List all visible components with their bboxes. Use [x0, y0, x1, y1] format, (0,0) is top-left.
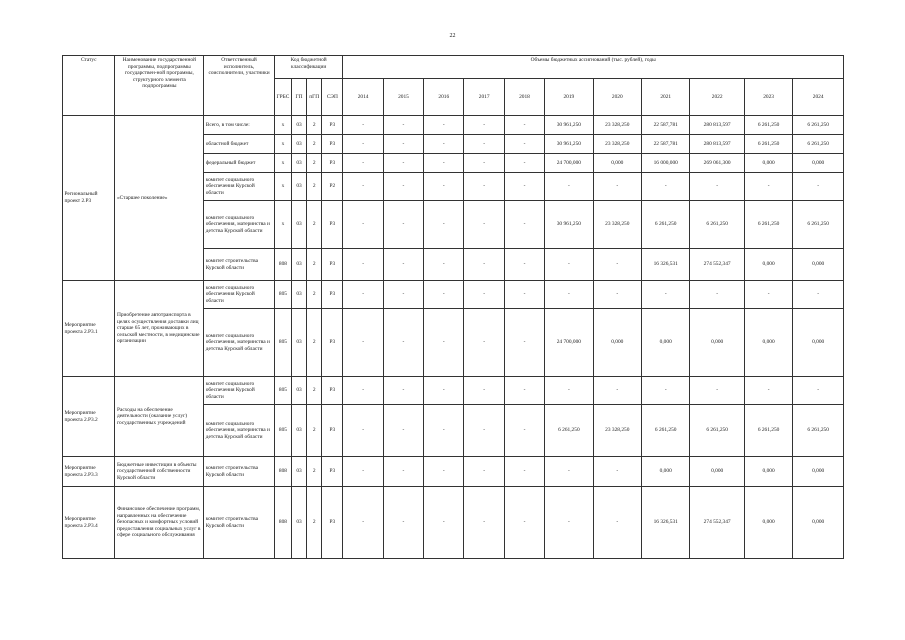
cell-value: - — [343, 281, 383, 309]
cell-value: - — [343, 173, 383, 201]
cell-value: - — [383, 116, 423, 135]
cell-code-grbs: х — [274, 116, 291, 135]
cell-value: - — [343, 154, 383, 173]
cell-value: - — [464, 249, 504, 281]
cell-responsible: комитет социального обеспечения, материнства и детства Курской области — [204, 405, 275, 457]
cell-code-grbs: х — [274, 201, 291, 249]
cell-value: - — [593, 377, 641, 405]
cell-value: - — [464, 457, 504, 487]
cell-value: 6 261,250 — [793, 201, 844, 249]
cell-value: 0,000 — [793, 487, 844, 559]
cell-code-grbs: 808 — [274, 457, 291, 487]
cell-value: 24 700,000 — [545, 154, 593, 173]
cell-value: 0,000 — [593, 154, 641, 173]
cell-responsible: комитет социального обеспечения Курской области — [204, 173, 275, 201]
cell-value: - — [424, 116, 464, 135]
cell-value: 6 261,250 — [744, 405, 792, 457]
cell-code-sep: Р3 — [322, 116, 343, 135]
cell-code-gp: 03 — [292, 201, 307, 249]
cell-code-sep: Р3 — [322, 487, 343, 559]
budget-table — [62, 55, 844, 559]
cell-value: - — [383, 135, 423, 154]
cell-value: - — [744, 173, 792, 201]
cell-value: 23 328,250 — [593, 116, 641, 135]
cell-value: 0,000 — [690, 309, 744, 377]
cell-value: 23 328,250 — [593, 405, 641, 457]
cell-value: - — [504, 249, 544, 281]
cell-value: - — [642, 173, 690, 201]
cell-value: 6 261,250 — [690, 405, 744, 457]
cell-value: - — [343, 377, 383, 405]
cell-value: - — [383, 154, 423, 173]
cell-value: 280 813,597 — [690, 135, 744, 154]
cell-value: - — [464, 201, 504, 249]
header-year: 2019 — [545, 79, 593, 116]
cell-value: - — [545, 281, 593, 309]
cell-value: - — [642, 281, 690, 309]
cell-value: - — [383, 457, 423, 487]
cell-value: 0,000 — [744, 249, 792, 281]
cell-value: - — [545, 487, 593, 559]
cell-name: Бюджетные инвестиции в объекты государственной собственности Курской области — [115, 457, 204, 487]
header-status: Статус — [63, 56, 115, 116]
cell-code-pgp: 2 — [307, 405, 322, 457]
header-code-col: ГП — [292, 79, 307, 116]
table-row — [63, 116, 844, 135]
header-code-col: пГП — [307, 79, 322, 116]
header-year: 2022 — [690, 79, 744, 116]
cell-value: - — [383, 377, 423, 405]
cell-code-grbs: 805 — [274, 281, 291, 309]
cell-value: 22 587,781 — [642, 116, 690, 135]
cell-value: - — [464, 135, 504, 154]
cell-value: - — [424, 487, 464, 559]
header-budget-code: Код бюджетной классификации — [274, 56, 343, 79]
cell-value: - — [504, 309, 544, 377]
cell-value: - — [744, 281, 792, 309]
header-year: 2018 — [504, 79, 544, 116]
cell-code-grbs: 805 — [274, 377, 291, 405]
cell-value: - — [424, 377, 464, 405]
cell-value: 16 000,000 — [642, 154, 690, 173]
cell-value: - — [504, 116, 544, 135]
header-year: 2015 — [383, 79, 423, 116]
header-responsible: Ответственный исполнитель, соисполнители, участники — [204, 56, 275, 116]
cell-code-gp: 03 — [292, 281, 307, 309]
cell-responsible: комитет строительства Курской области — [204, 457, 275, 487]
page-number: 22 — [449, 33, 456, 39]
table-row — [63, 487, 844, 559]
table-row — [63, 281, 844, 309]
cell-value: 0,000 — [744, 309, 792, 377]
cell-status: Мероприятие проекта 2.Р3.1 — [63, 281, 115, 377]
cell-code-sep: Р2 — [322, 173, 343, 201]
cell-value: 0,000 — [642, 457, 690, 487]
cell-value: 30 961,250 — [545, 201, 593, 249]
cell-value: - — [690, 377, 744, 405]
cell-value: 0,000 — [793, 457, 844, 487]
cell-value: 6 261,250 — [793, 405, 844, 457]
cell-value: 30 961,250 — [545, 116, 593, 135]
cell-value: - — [343, 405, 383, 457]
cell-status: Мероприятие проекта 2.Р3.3 — [63, 457, 115, 487]
cell-value: - — [690, 281, 744, 309]
cell-value: - — [343, 309, 383, 377]
cell-status: Региональный проект 2.Р3 — [63, 116, 115, 281]
cell-code-gp: 03 — [292, 377, 307, 405]
table-row — [63, 457, 844, 487]
cell-value: 16 326,531 — [642, 487, 690, 559]
cell-value: 22 587,781 — [642, 135, 690, 154]
cell-value: - — [424, 457, 464, 487]
cell-value: 6 261,250 — [690, 201, 744, 249]
cell-value: - — [504, 135, 544, 154]
header-year: 2014 — [343, 79, 383, 116]
cell-value: - — [464, 154, 504, 173]
cell-code-pgp: 2 — [307, 201, 322, 249]
cell-value: - — [424, 135, 464, 154]
cell-responsible: Всего, в том числе: — [204, 116, 275, 135]
cell-status: Мероприятие проекта 2.Р3.4 — [63, 487, 115, 559]
cell-value: - — [383, 487, 423, 559]
cell-value: - — [504, 487, 544, 559]
cell-code-gp: 03 — [292, 457, 307, 487]
cell-value: 6 261,250 — [744, 201, 792, 249]
cell-value: - — [545, 377, 593, 405]
cell-value: - — [690, 173, 744, 201]
cell-code-grbs: 808 — [274, 487, 291, 559]
cell-code-sep: Р3 — [322, 309, 343, 377]
cell-responsible: комитет социального обеспечения Курской области — [204, 281, 275, 309]
header-year: 2020 — [593, 79, 641, 116]
cell-code-gp: 03 — [292, 487, 307, 559]
cell-name: Приобретение автотранспорта в целях осуществления доставки лиц старше 65 лет, проживающих в сельской местности, в медицинские организации — [115, 281, 204, 377]
cell-value: 0,000 — [744, 154, 792, 173]
cell-value: - — [593, 457, 641, 487]
cell-value: 0,000 — [793, 309, 844, 377]
cell-value: - — [383, 281, 423, 309]
cell-code-pgp: 2 — [307, 457, 322, 487]
cell-responsible: комитет социального обеспечения, материнства и детства Курской области — [204, 309, 275, 377]
cell-value: - — [793, 281, 844, 309]
cell-code-gp: 03 — [292, 154, 307, 173]
header-year: 2016 — [424, 79, 464, 116]
header-year: 2023 — [744, 79, 792, 116]
cell-value: - — [424, 154, 464, 173]
cell-value: - — [464, 173, 504, 201]
cell-code-gp: 03 — [292, 135, 307, 154]
cell-code-pgp: 2 — [307, 487, 322, 559]
cell-value: 6 261,250 — [545, 405, 593, 457]
cell-value: - — [424, 201, 464, 249]
header-year: 2021 — [642, 79, 690, 116]
cell-code-sep: Р3 — [322, 377, 343, 405]
cell-value: - — [545, 457, 593, 487]
cell-code-sep: Р3 — [322, 135, 343, 154]
cell-name: Финансовое обеспечение программ, направленных на обеспечение безопасных и комфортных условий предоставления социальных услуг в сфере социального обслуживания — [115, 487, 204, 559]
cell-code-sep: Р3 — [322, 281, 343, 309]
cell-value: 274 552,347 — [690, 487, 744, 559]
header-code-col: ГРБС — [274, 79, 291, 116]
cell-code-pgp: 2 — [307, 249, 322, 281]
cell-responsible: комитет строительства Курской области — [204, 487, 275, 559]
cell-value: - — [504, 281, 544, 309]
cell-code-sep: Р3 — [322, 154, 343, 173]
cell-code-pgp: 2 — [307, 116, 322, 135]
cell-code-grbs: 805 — [274, 405, 291, 457]
cell-value: 280 813,597 — [690, 116, 744, 135]
cell-value: 6 261,250 — [642, 201, 690, 249]
cell-value: - — [793, 377, 844, 405]
cell-value: - — [593, 249, 641, 281]
cell-value: 6 261,250 — [744, 135, 792, 154]
cell-value: - — [343, 249, 383, 281]
cell-value: 274 552,347 — [690, 249, 744, 281]
cell-value: 23 328,250 — [593, 201, 641, 249]
cell-value: 0,000 — [744, 487, 792, 559]
cell-value: - — [504, 405, 544, 457]
cell-value: - — [593, 487, 641, 559]
cell-value: - — [383, 309, 423, 377]
cell-value: - — [343, 457, 383, 487]
cell-value: 6 261,250 — [744, 116, 792, 135]
cell-value: - — [424, 249, 464, 281]
cell-value: - — [343, 201, 383, 249]
cell-value: - — [383, 201, 423, 249]
header-year: 2017 — [464, 79, 504, 116]
cell-value: - — [504, 154, 544, 173]
cell-value: - — [504, 377, 544, 405]
cell-status: Мероприятие проекта 2.Р3.2 — [63, 377, 115, 457]
cell-value: 0,000 — [642, 309, 690, 377]
cell-name: Расходы на обеспечение деятельности (оказание услуг) государственных учреждений — [115, 377, 204, 457]
cell-value: - — [383, 405, 423, 457]
cell-value: - — [383, 249, 423, 281]
cell-code-gp: 03 — [292, 309, 307, 377]
cell-code-pgp: 2 — [307, 135, 322, 154]
cell-value: - — [464, 116, 504, 135]
cell-value: - — [642, 377, 690, 405]
cell-code-gp: 03 — [292, 173, 307, 201]
cell-value: - — [545, 249, 593, 281]
cell-value: 0,000 — [793, 249, 844, 281]
cell-code-grbs: х — [274, 135, 291, 154]
cell-value: 0,000 — [793, 154, 844, 173]
cell-code-gp: 03 — [292, 116, 307, 135]
cell-value: 23 328,250 — [593, 135, 641, 154]
cell-value: - — [464, 281, 504, 309]
cell-value: - — [504, 201, 544, 249]
cell-value: - — [545, 173, 593, 201]
cell-value: - — [744, 377, 792, 405]
cell-code-pgp: 2 — [307, 173, 322, 201]
header-year: 2024 — [793, 79, 844, 116]
cell-value: - — [464, 405, 504, 457]
cell-code-grbs: х — [274, 173, 291, 201]
cell-value: - — [793, 173, 844, 201]
cell-value: - — [424, 173, 464, 201]
cell-value: - — [504, 173, 544, 201]
cell-value: - — [343, 487, 383, 559]
cell-value: - — [464, 309, 504, 377]
cell-code-sep: Р3 — [322, 405, 343, 457]
cell-code-grbs: 808 — [274, 249, 291, 281]
cell-responsible: комитет социального обеспечения, материнства и детства Курской области — [204, 201, 275, 249]
cell-responsible: комитет строительства Курской области — [204, 249, 275, 281]
cell-name: «Старшее поколение» — [115, 116, 204, 281]
cell-code-gp: 03 — [292, 405, 307, 457]
cell-code-grbs: 805 — [274, 309, 291, 377]
header-name: Наименование государственной программы, подпрограммы государствен-ной программы, структурного элемента подпрограммы — [115, 56, 204, 116]
cell-responsible: областной бюджет — [204, 135, 275, 154]
cell-value: - — [464, 487, 504, 559]
table-body — [63, 116, 844, 559]
cell-responsible: комитет социального обеспечения Курской области — [204, 377, 275, 405]
cell-code-grbs: х — [274, 154, 291, 173]
cell-value: 269 061,300 — [690, 154, 744, 173]
cell-value: 16 326,531 — [642, 249, 690, 281]
table-row — [63, 377, 844, 405]
cell-code-sep: Р3 — [322, 457, 343, 487]
cell-value: - — [424, 405, 464, 457]
cell-value: - — [343, 116, 383, 135]
cell-value: 6 261,250 — [642, 405, 690, 457]
cell-value: - — [504, 457, 544, 487]
cell-responsible: федеральный бюджет — [204, 154, 275, 173]
cell-value: - — [593, 281, 641, 309]
cell-value: 30 961,250 — [545, 135, 593, 154]
cell-value: 6 261,250 — [793, 116, 844, 135]
cell-value: 24 700,000 — [545, 309, 593, 377]
cell-code-gp: 03 — [292, 249, 307, 281]
header-volumes: Объемы бюджетных ассигнований (тыс. рублей), годы — [343, 56, 844, 79]
header-code-col: СЭП — [322, 79, 343, 116]
cell-value: - — [343, 135, 383, 154]
cell-code-pgp: 2 — [307, 154, 322, 173]
cell-code-sep: Р3 — [322, 201, 343, 249]
cell-code-pgp: 2 — [307, 377, 322, 405]
cell-value: - — [464, 377, 504, 405]
cell-code-pgp: 2 — [307, 281, 322, 309]
cell-value: - — [383, 173, 423, 201]
cell-value: 0,000 — [744, 457, 792, 487]
cell-value: 0,000 — [593, 309, 641, 377]
cell-value: - — [593, 173, 641, 201]
cell-value: 6 261,250 — [793, 135, 844, 154]
cell-value: - — [424, 309, 464, 377]
cell-value: - — [424, 281, 464, 309]
cell-code-pgp: 2 — [307, 309, 322, 377]
cell-value: 0,000 — [690, 457, 744, 487]
cell-code-sep: Р3 — [322, 249, 343, 281]
